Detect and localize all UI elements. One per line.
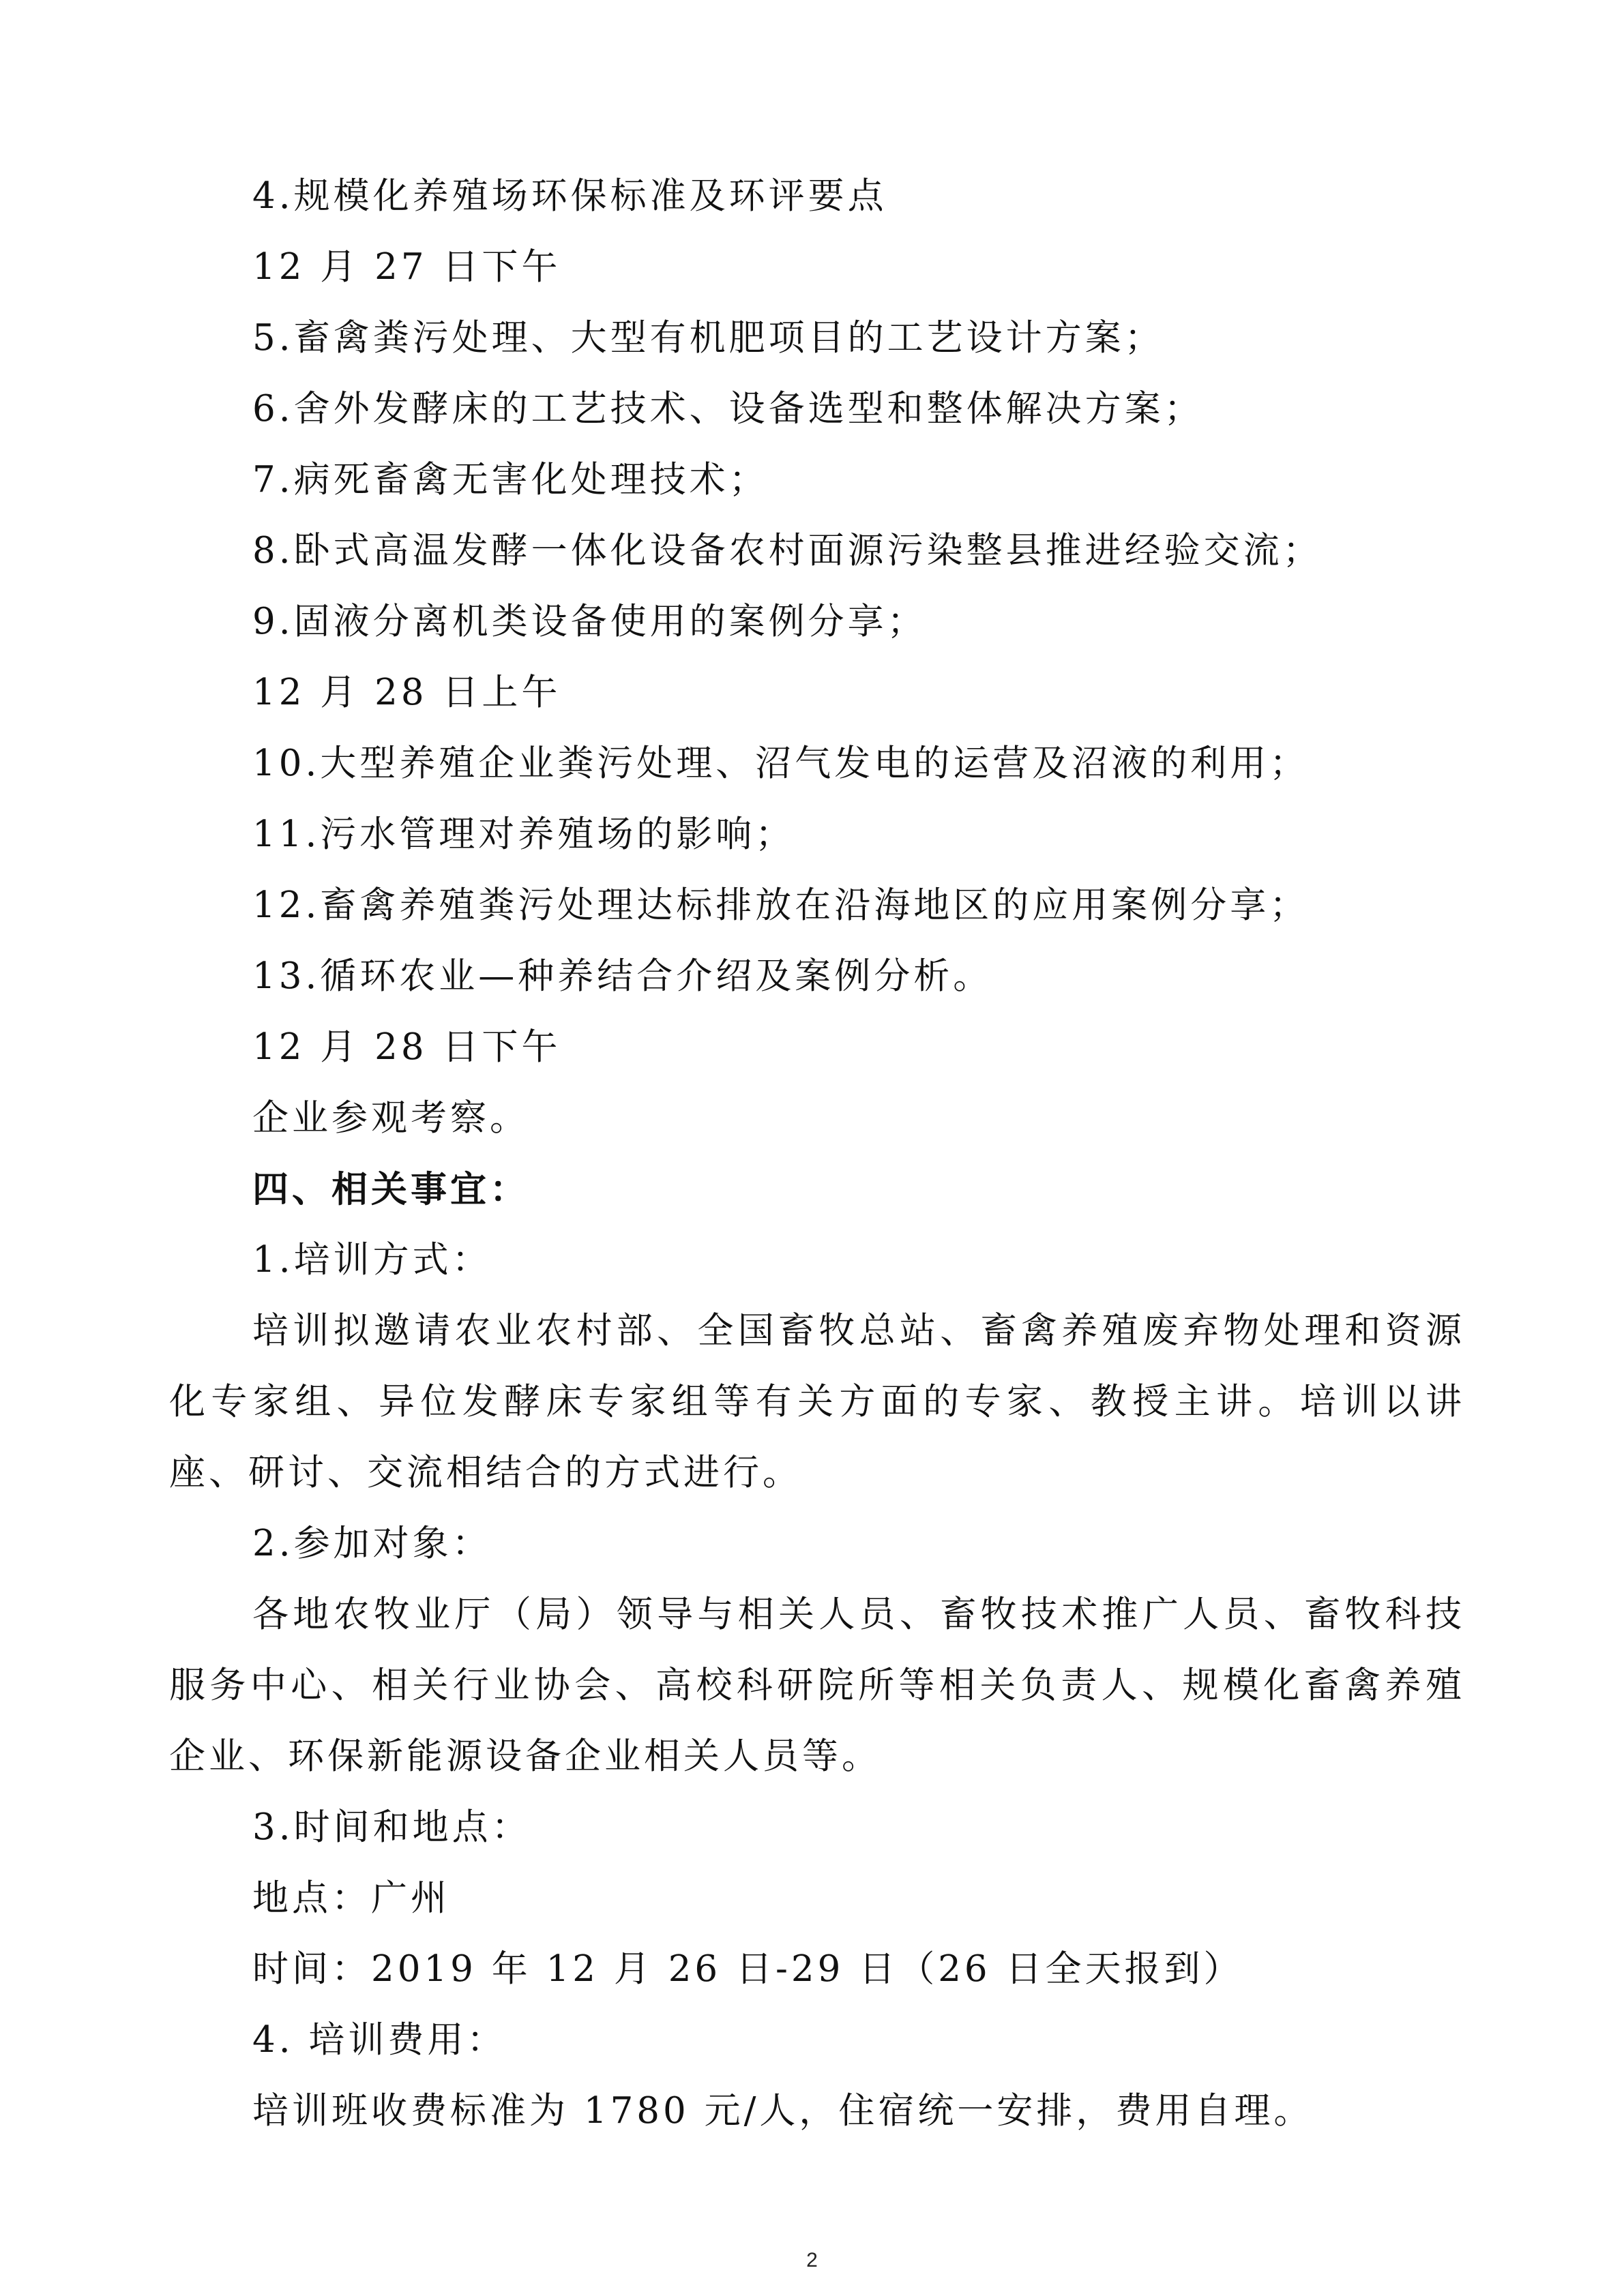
participants-title: 2.参加对象： — [252, 1523, 492, 1564]
agenda-item-11: 11.污水管理对养殖场的影响； — [252, 814, 795, 855]
agenda-item-7: 7.病死畜禽无害化处理技术； — [252, 459, 769, 501]
agenda-item-9: 9.固液分离机类设备使用的案例分享； — [252, 601, 927, 642]
session-dec28-morning: 12 月 28 日上午 — [252, 672, 561, 713]
training-fee-title: 4. 培训费用： — [252, 2019, 507, 2061]
agenda-item-12: 12.畜禽养殖粪污处理达标排放在沿海地区的应用案例分享； — [252, 884, 1310, 926]
page-number: 2 — [806, 2249, 818, 2271]
agenda-item-6: 6.舍外发酵床的工艺技术、设备选型和整体解决方案； — [252, 388, 1204, 430]
participants-text: 各地农牧业厅（局）领导与相关人员、畜牧技术推广人员、畜牧科技服务中心、相关行业协会、高校科研院所等相关负责人、规模化畜禽养殖企业、环保新能源设备企业相关人员等。 — [169, 1594, 1465, 1777]
section-heading: 四、相关事宜： — [252, 1168, 529, 1210]
training-method-text: 培训拟邀请农业农村部、全国畜牧总站、畜禽养殖废弃物处理和资源化专家组、异位发酵床专家组等有关方面的专家、教授主讲。培训以讲座、研讨、交流相结合的方式进行。 — [169, 1310, 1465, 1493]
document-body — [169, 161, 1465, 2147]
session-dec27-afternoon: 12 月 27 日下午 — [252, 246, 561, 288]
agenda-item-10: 10.大型养殖企业粪污处理、沼气发电的运营及沼液的利用； — [252, 743, 1310, 784]
time-place-title: 3.时间和地点： — [252, 1806, 531, 1848]
agenda-item-13: 13.循环农业—种养结合介绍及案例分析。 — [252, 955, 993, 997]
time-line: 时间：2019 年 12 月 26 日-29 日（26 日全天报到） — [252, 1948, 1243, 1990]
place-line: 地点：广州 — [252, 1877, 450, 1919]
training-fee-text: 培训班收费标准为 1780 元/人，住宿统一安排，费用自理。 — [252, 2090, 1314, 2132]
agenda-item-4: 4.规模化养殖场环保标准及环评要点 — [252, 175, 887, 217]
session-dec28-afternoon: 12 月 28 日下午 — [252, 1026, 561, 1068]
enterprise-visit: 企业参观考察。 — [252, 1097, 529, 1139]
agenda-item-5: 5.畜禽粪污处理、大型有机肥项目的工艺设计方案； — [252, 317, 1164, 359]
training-method-title: 1.培训方式： — [252, 1239, 492, 1281]
agenda-item-8: 8.卧式高温发酵一体化设备农村面源污染整县推进经验交流； — [252, 530, 1323, 571]
